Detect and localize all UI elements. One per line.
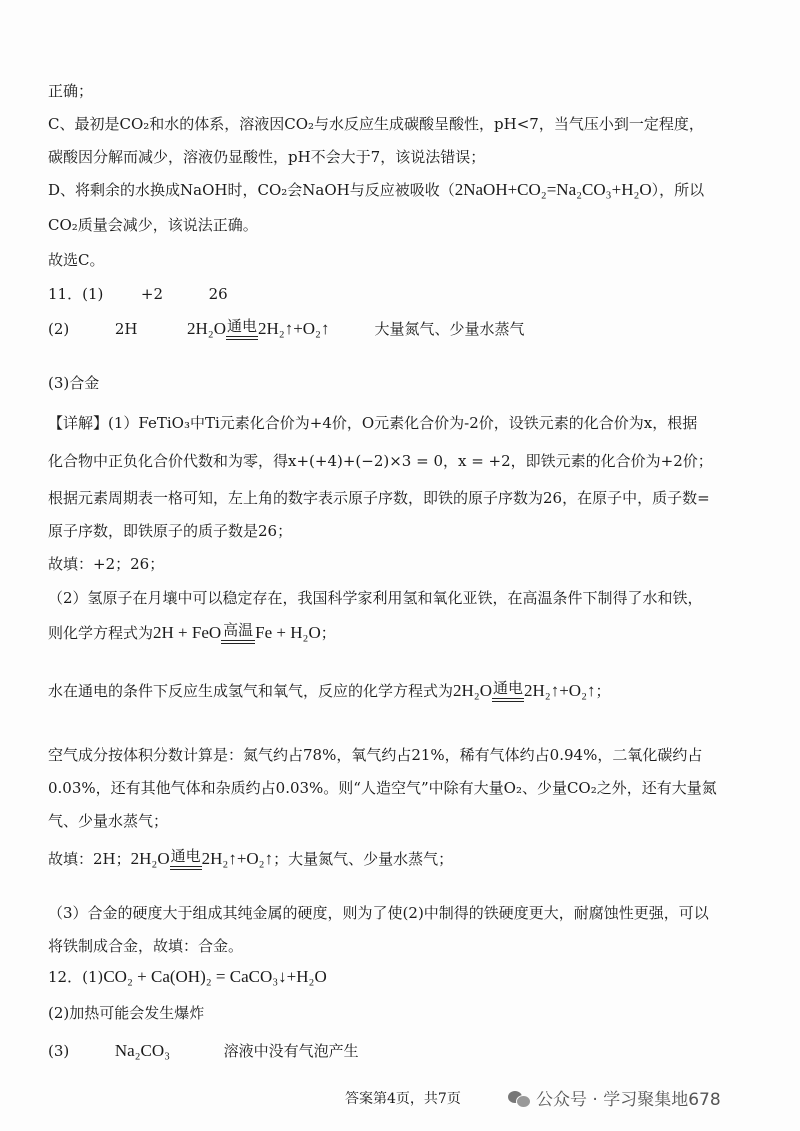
answer-12-1	[48, 966, 327, 988]
condition-text: 通电	[170, 849, 201, 865]
question-label: (3)	[48, 1042, 70, 1060]
text-fragment: ），所以	[651, 181, 705, 199]
explanation-line: 原子序数，即铁原子的质子数是26；	[48, 522, 293, 540]
wechat-icon	[508, 1089, 530, 1107]
text-fragment: ；	[595, 682, 611, 700]
question-label: (2)	[48, 320, 70, 338]
answer-value: Na₂CO₃	[114, 1041, 171, 1060]
answer-11-3: (3)合金	[48, 374, 100, 392]
answer-value: 26	[208, 285, 228, 303]
reaction-condition	[170, 849, 202, 870]
watermark-text: 公众号 · 学习聚集地678	[536, 1090, 721, 1110]
answer-12-2: (2)加热可能会发生爆炸	[48, 1004, 205, 1022]
text-fragment: 水在通电的条件下反应生成氢气和氧气，反应的化学方程式为	[48, 682, 454, 700]
equation-part: Fe + H₂O	[255, 623, 321, 642]
explanation-line	[48, 680, 611, 702]
text-fragment: 则化学方程式为	[48, 624, 154, 642]
text-fragment: ；	[320, 624, 336, 642]
text-line: C、最初是CO₂和水的体系，溶液因CO₂与水反应生成碳酸呈酸性，pH<7，当气压小到一定程度，	[48, 115, 704, 133]
text-fragment: 故填：2H；	[48, 850, 131, 868]
electrolysis-equation	[131, 849, 273, 868]
iron-reduction-equation	[153, 623, 321, 642]
reaction-condition	[492, 681, 524, 702]
answer-value: +2	[140, 285, 164, 303]
answer-12-3	[48, 1040, 359, 1062]
answer-11-2	[48, 318, 525, 340]
equation-part: 2H₂O	[130, 849, 170, 868]
text-line: CO₂质量会减少，该说法正确。	[48, 216, 258, 234]
equation-part: 2H₂↑+O₂↑	[257, 319, 330, 338]
equation-part: 2H₂O	[453, 681, 492, 700]
electrolysis-equation	[453, 681, 595, 700]
answer-value: 2H	[114, 320, 138, 338]
explanation-line	[48, 848, 453, 870]
explanation-line: 空气成分按体积分数计算是：氮气约占78%，氧气约占21%，稀有气体约占0.94%，二氧化碳约占	[48, 746, 703, 764]
text-fragment: D、将剩余的水换成NaOH时，CO₂会NaOH与反应被吸收（	[48, 181, 455, 199]
text-fragment: ；大量氮气、少量水蒸气；	[273, 850, 454, 868]
page-footer: 答案第4页，共7页	[345, 1091, 461, 1107]
question-label: 11．(1)	[48, 285, 104, 303]
answer-value: 溶液中没有气泡产生	[223, 1042, 359, 1060]
condition-text: 高温	[223, 623, 254, 639]
text-line	[48, 179, 704, 201]
question-label: 12．(1)	[48, 968, 104, 986]
explanation-line: 故填：+2；26；	[48, 555, 165, 573]
explanation-line: 【详解】(1）FeTiO₃中Ti元素化合价为+4价，O元素化合价为-2价，设铁元素的化合价为x，根据	[48, 414, 698, 432]
carbonate-equation: CO₂ + Ca(OH)₂ = CaCO₃↓+H₂O	[103, 967, 327, 986]
explanation-line	[48, 622, 336, 644]
explanation-line: （2）氢原子在月壤中可以稳定存在，我国科学家利用氢和氧化亚铁，在高温条件下制得了水和铁，	[48, 589, 703, 607]
explanation-line: 将铁制成合金，故填：合金。	[48, 937, 244, 955]
condition-text: 通电	[492, 681, 523, 697]
equation-part: 2H₂↑+O₂↑	[201, 849, 274, 868]
equation-part: 2H + FeO	[153, 623, 222, 642]
equation: 2NaOH+CO₂=Na₂CO₃+H₂O	[454, 180, 652, 199]
text-line: 碳酸因分解而减少，溶液仍显酸性，pH不会大于7，该说法错误；	[48, 148, 486, 166]
reaction-condition	[221, 623, 255, 644]
text-line: 正确；	[48, 82, 94, 100]
watermark	[508, 1085, 721, 1110]
reaction-condition	[226, 319, 258, 340]
explanation-line: （3）合金的硬度大于组成其纯金属的硬度，则为了使(2)中制得的铁硬度更大，耐腐蚀性更强，可以	[48, 904, 709, 922]
equation-part: 2H₂↑+O₂↑	[524, 681, 596, 700]
explanation-line: 化合物中正负化合价代数和为零，得x+(+4)+(−2)×3 = 0，x = +2，即铁元素的化合价为+2价；	[48, 452, 713, 470]
explanation-line: 0.03%，还有其他气体和杂质约占0.03%。则“人造空气”中除有大量O₂、少量CO₂之外，还有大量氮	[48, 779, 717, 797]
electrolysis-equation	[187, 319, 334, 338]
condition-text: 通电	[226, 319, 257, 335]
equation-part: 2H₂O	[187, 319, 226, 338]
answer-value: 大量氮气、少量水蒸气	[374, 320, 525, 338]
explanation-line: 根据元素周期表一格可知，左上角的数字表示原子序数，即铁的原子序数为26，在原子中，质子数=	[48, 489, 710, 507]
text-line: 故选C。	[48, 251, 105, 269]
explanation-line: 气、少量水蒸气；	[48, 812, 169, 830]
answer-11-1	[48, 283, 228, 305]
